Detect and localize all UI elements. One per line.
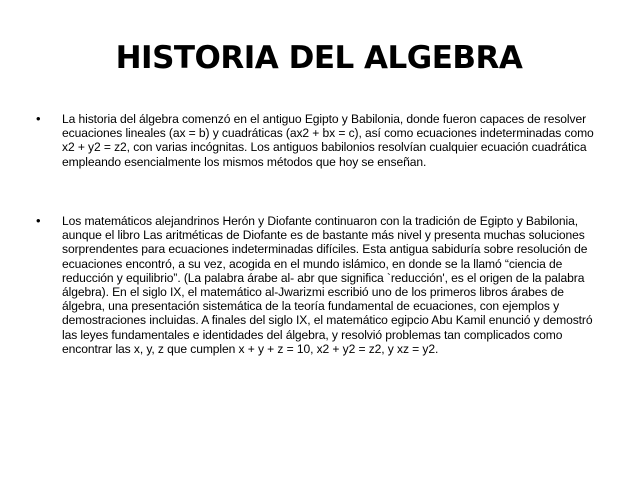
bullet-text: Los matemáticos alejandrinos Herón y Diofante continuaron con la tradición de Egipto y Babilonia, aunque el libro Las aritméticas de Diofante es de bastante más nivel y presenta muchas soluciones sorprendentes para ecuaciones indeterminadas difíciles. Esta antigua sabiduría sobre resolución de ecuaciones encontró, a su vez, acogida en el mundo islámico, en donde se la llamó “ciencia de reducción y equilibrio”. (La palabra árabe al- abr que significa `reducción', es el origen de la palabra álgebra). En el siglo IX, el matemático al-Jwarizmi escribió uno de los primeros libros árabes de álgebra, una presentación sistemática de la teoría fundamental de ecuaciones, con ejemplos y demostraciones incluidas. A finales del siglo IX, el matemático egipcio Abu Kamil enunció y demostró las leyes fundamentales e identidades del álgebra, y resolvió problemas tan complicados como encontrar las x, y, z que cumplen x + y + z = 10, x2 + y2 = z2, y xz = y2. <box>62 214 593 356</box>
bullet-text: La historia del álgebra comenzó en el antiguo Egipto y Babilonia, donde fueron capaces de resolver ecuaciones lineales (ax = b) y cuadráticas (ax2 + bx = c), así como ecuaciones indeterminadas como x2 + y2 = z2, con varias incógnitas. Los antiguos babilonios resolvían cualquier ecuación cuadrática empleando esencialmente los mismos métodos que hoy se enseñan. <box>62 112 594 169</box>
bullet-icon: • <box>36 213 41 228</box>
bullet-icon: • <box>36 111 41 126</box>
slide-title: HISTORIA DEL ALGEBRA <box>115 40 523 76</box>
